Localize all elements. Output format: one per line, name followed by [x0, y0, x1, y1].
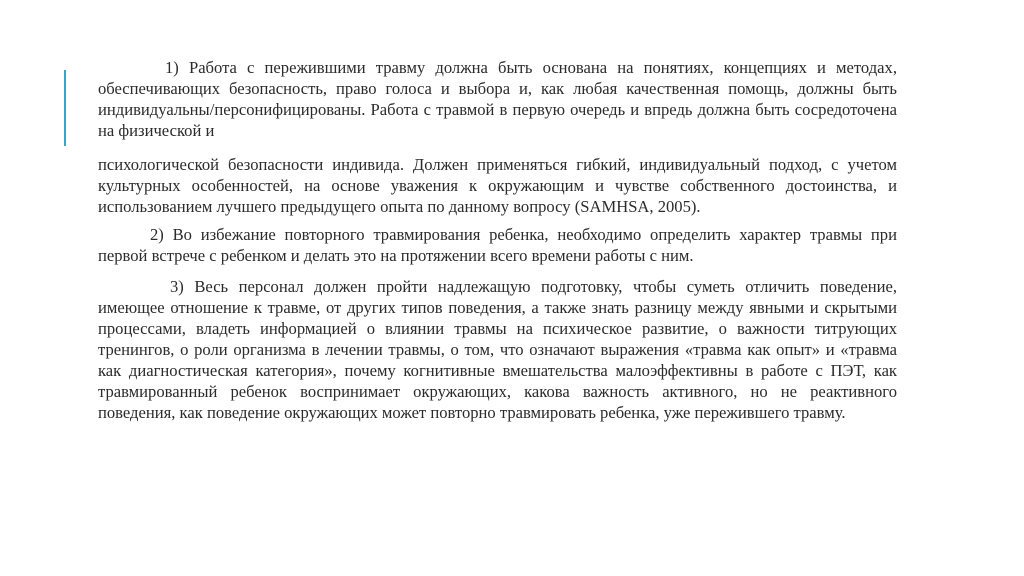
- paragraph-3: 3) Весь персонал должен пройти надлежащую подготовку, чтобы суметь отличить поведение, имеющее отношение к травме, от других типов поведения, а также знать разницу между явными и скрытыми процессами, владеть информацией о влиянии травмы на психическое развитие, о важности титрующих тренингов, о роли организма в лечении травмы, о том, что означают выражения «травма как опыт» и «травма как диагностическая категория», почему когнитивные вмешательства малоэффективны в работе с ПЭТ, как травмированный ребенок воспринимает окружающих, какова важность активного, но не реактивного поведения, как поведение окружающих может повторно травмировать ребенка, уже пережившего травму.: [98, 277, 897, 422]
- paragraph-1-part-2: психологической безопасности индивида. Должен применяться гибкий, индивидуальный подход, с учетом культурных особенностей, на основе уважения к окружающим и чувстве собственного достоинства, и использованием лучшего предыдущего опыта по данному вопросу (SAMHSA, 2005).: [98, 155, 897, 216]
- accent-bar: [64, 70, 66, 146]
- paragraph-1-part-1: 1) Работа с пережившими травму должна быть основана на понятиях, концепциях и методах, обеспечивающих безопасность, право голоса и выбора и, как любая качественная помощь, должны быть индивидуальны/персонифицированы. Работа с травмой в первую очередь и впредь должна быть сосредоточена на физической и: [98, 58, 897, 140]
- paragraph-2: 2) Во избежание повторного травмирования ребенка, необходимо определить характер травмы при первой встрече с ребенком и делать это на протяжении всего времени работы с ним.: [98, 225, 897, 265]
- slide-body: [98, 57, 897, 423]
